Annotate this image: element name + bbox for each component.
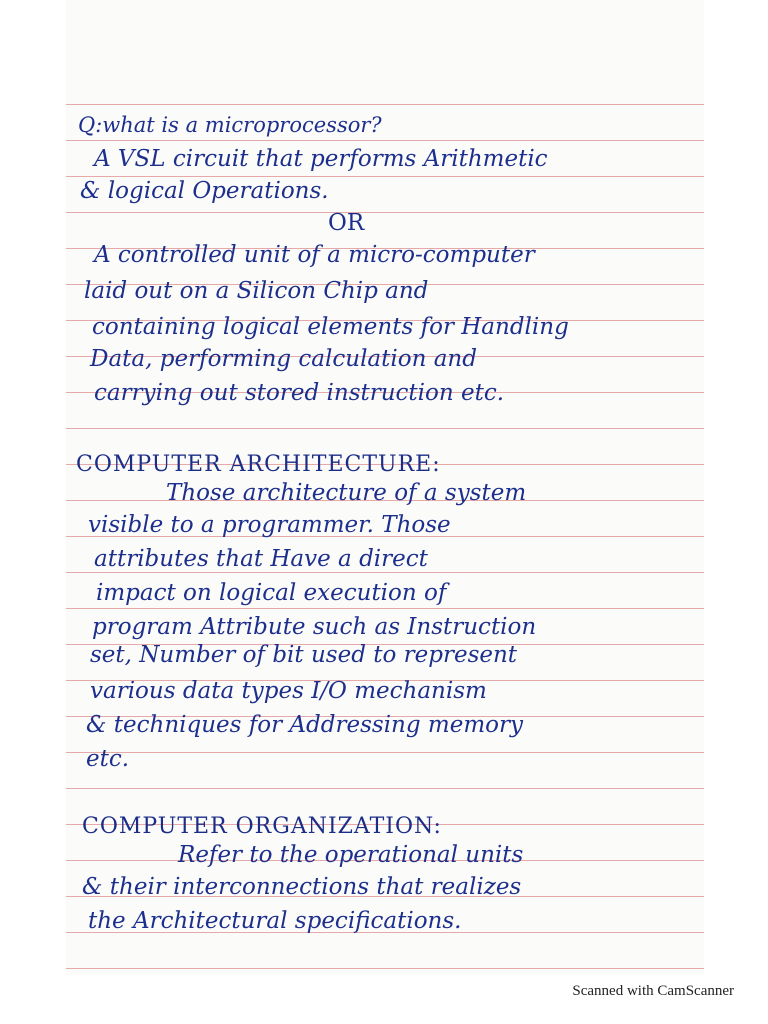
architecture-line: visible to a programmer. Those xyxy=(88,512,451,538)
answer-line: A VSL circuit that performs Arithmetic xyxy=(94,146,548,172)
ruled-line xyxy=(66,428,704,429)
answer-line: laid out on a Silicon Chip and xyxy=(84,278,429,304)
answer-line: containing logical elements for Handling xyxy=(92,314,569,340)
question-heading: Q:what is a microprocessor? xyxy=(78,113,382,137)
ruled-line xyxy=(66,104,704,105)
or-divider: OR xyxy=(328,210,365,236)
answer-line: Data, performing calculation and xyxy=(90,346,477,372)
answer-line: A controlled unit of a micro-computer xyxy=(94,242,535,268)
architecture-line: various data types I/O mechanism xyxy=(90,678,487,704)
organization-heading: COMPUTER ORGANIZATION: xyxy=(82,814,442,839)
architecture-line: & techniques for Addressing memory xyxy=(86,712,523,738)
architecture-line: etc. xyxy=(86,746,130,772)
ruled-line xyxy=(66,968,704,969)
organization-line: Refer to the operational units xyxy=(178,842,524,868)
scanner-watermark: Scanned with CamScanner xyxy=(572,983,734,999)
notebook-page xyxy=(66,0,704,975)
ruled-line xyxy=(66,788,704,789)
architecture-line: Those architecture of a system xyxy=(166,480,527,506)
ruled-line xyxy=(66,608,704,609)
ruled-line xyxy=(66,140,704,141)
architecture-heading: COMPUTER ARCHITECTURE: xyxy=(76,452,441,477)
organization-line: & their interconnections that realizes xyxy=(82,874,522,900)
architecture-line: program Attribute such as Instruction xyxy=(92,614,537,640)
answer-line: & logical Operations. xyxy=(80,178,329,204)
architecture-line: impact on logical execution of xyxy=(96,580,447,606)
organization-line: the Architectural specifications. xyxy=(88,908,462,934)
answer-line: carrying out stored instruction etc. xyxy=(94,380,505,406)
architecture-line: set, Number of bit used to represent xyxy=(90,642,518,668)
architecture-line: attributes that Have a direct xyxy=(94,546,428,572)
